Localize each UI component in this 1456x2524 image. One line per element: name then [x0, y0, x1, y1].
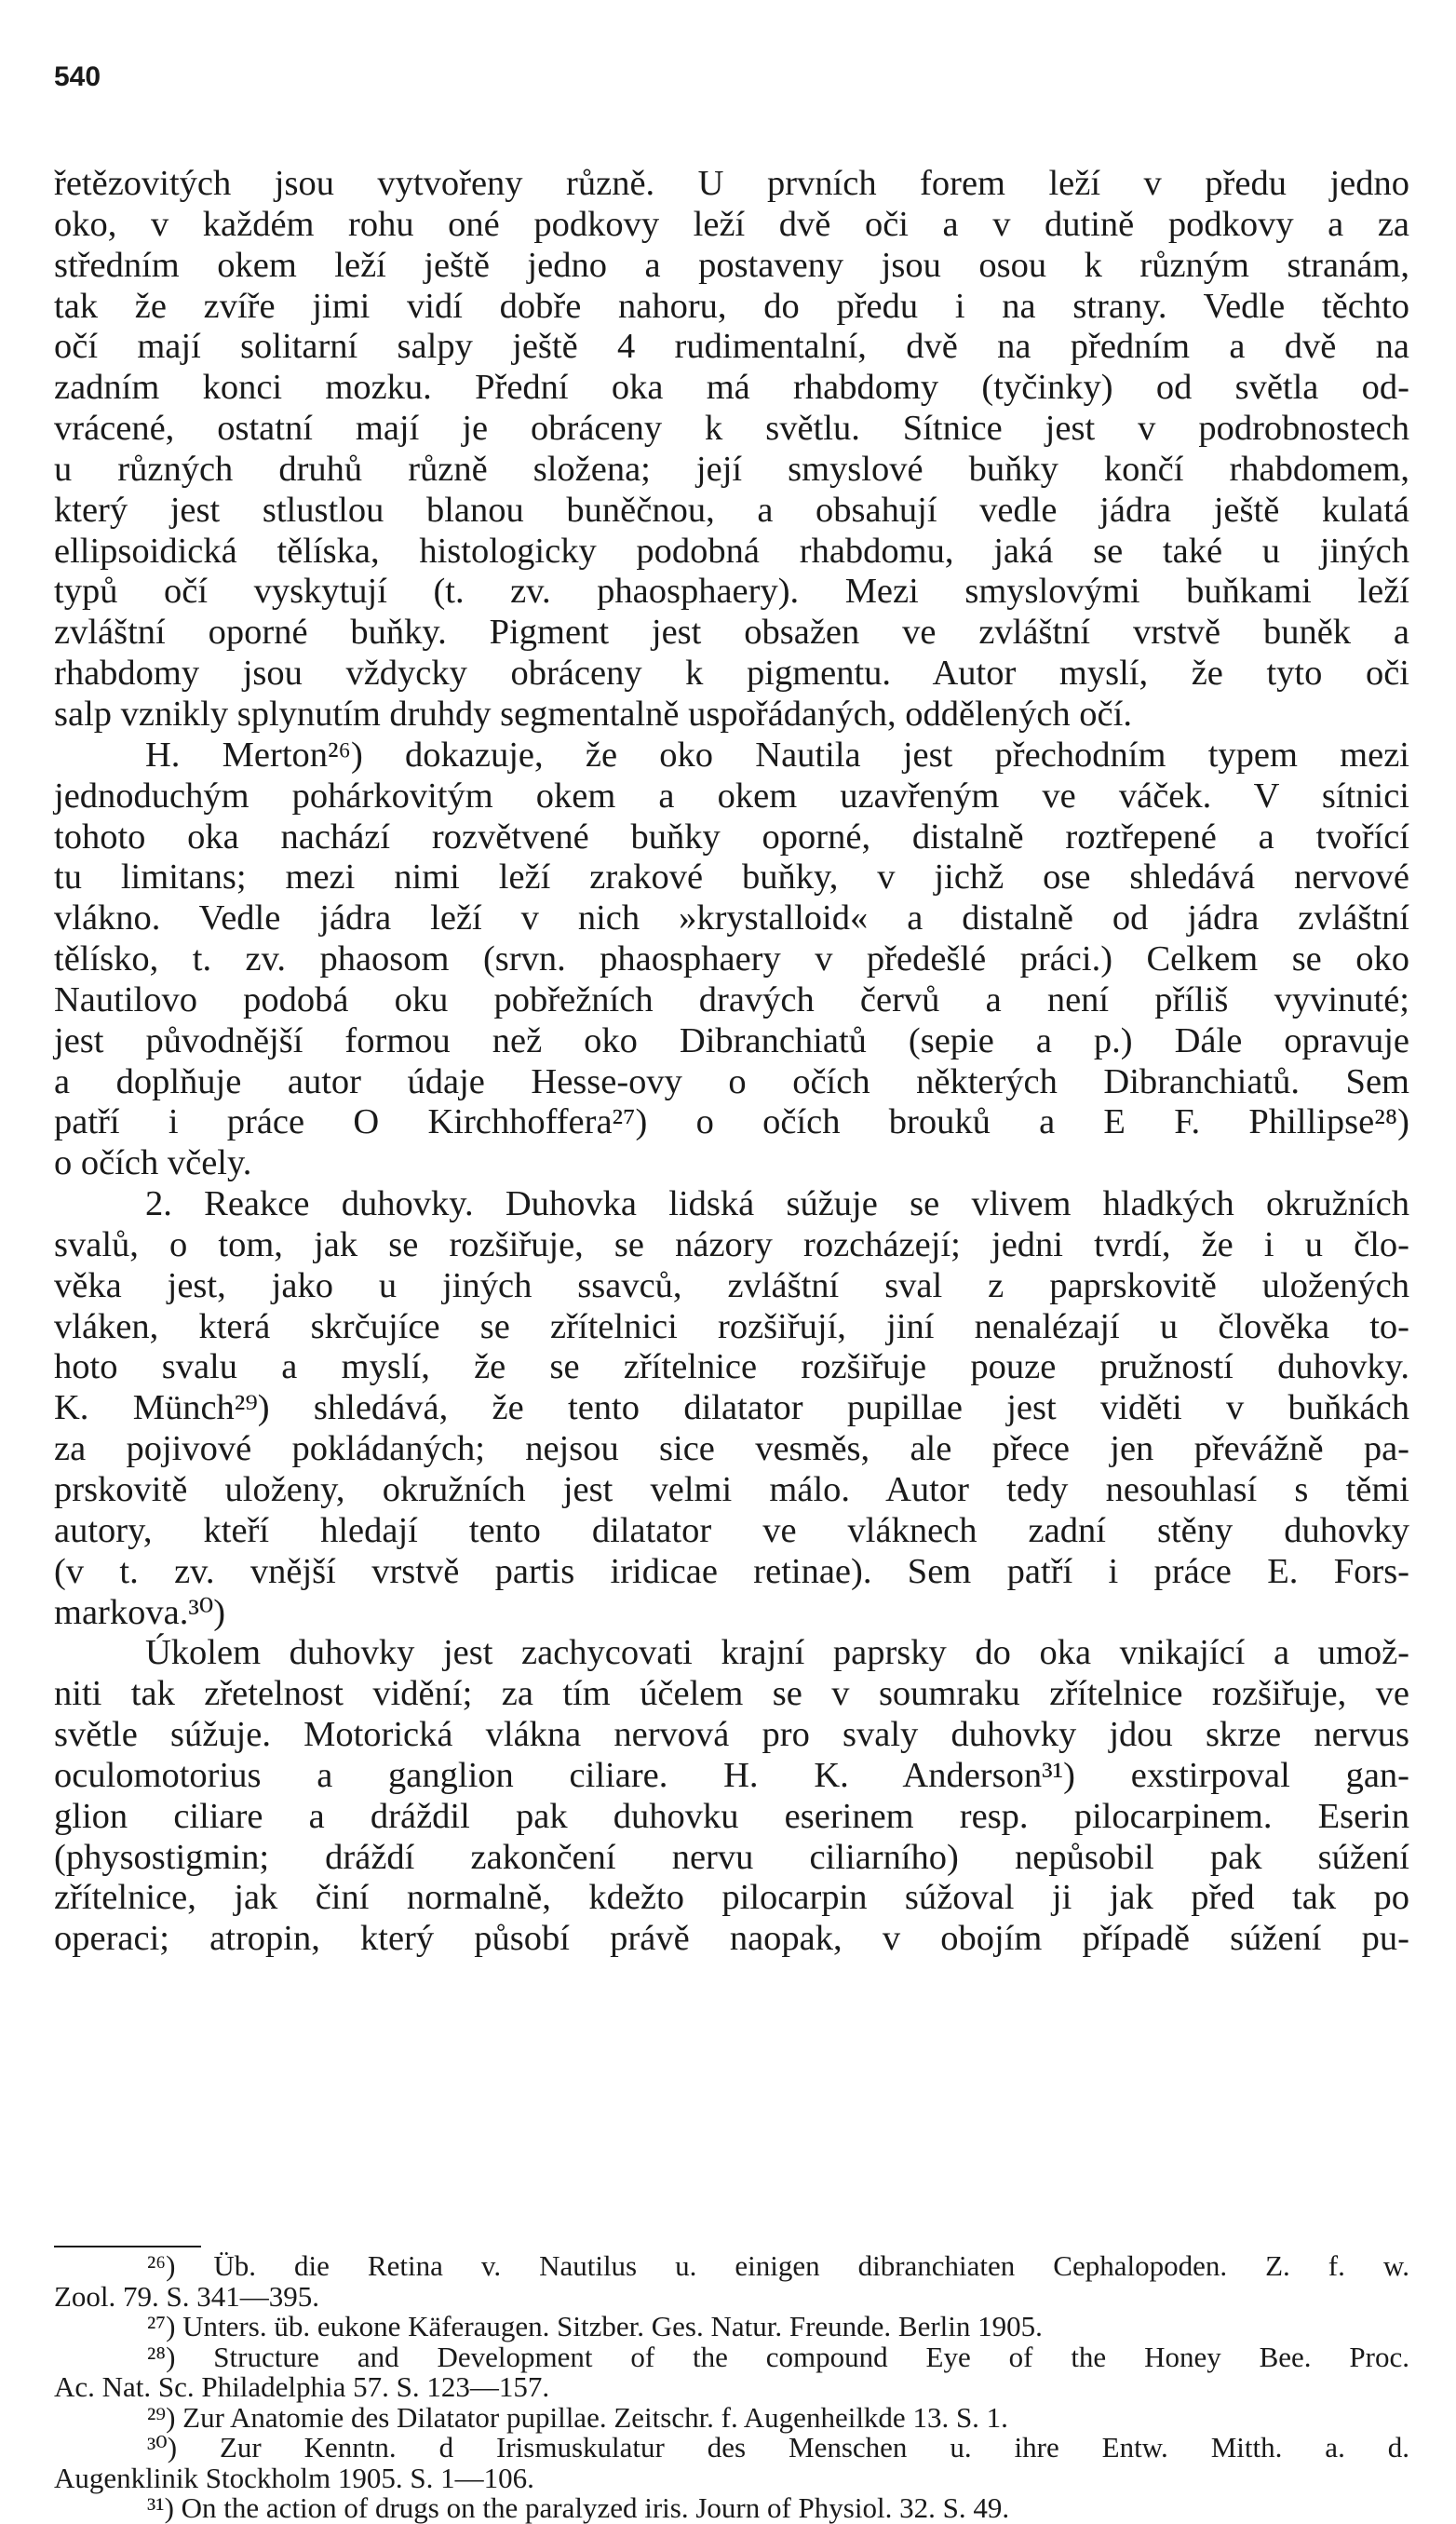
text-line: tu limitans; mezi nimi leží zrakové buňky, v jichž ose shledává nervové: [54, 857, 1409, 898]
text-line: o očích včely.: [54, 1143, 252, 1183]
text-line: vláken, která skrčujíce se zřítelnici rozšiřují, jiní nenalézají u člověka to-: [54, 1306, 1409, 1346]
text-line: markova.³⁰): [54, 1592, 226, 1632]
text-line: středním okem leží ještě jedno a postaveny jsou osou k různým stranám,: [54, 245, 1409, 285]
text-line: typů očí vyskytují (t. zv. phaosphaery). Mezi smyslovými buňkami leží: [54, 572, 1409, 612]
text-line: vlákno. Vedle jádra leží v nich »krystalloid« a distalně od jádra zvláštní: [54, 898, 1409, 938]
text-line: vrácené, ostatní mají je obráceny k světlu. Sítnice jest v podrobnostech: [54, 409, 1409, 449]
footnote-line: ²⁷) Unters. üb. eukone Käferaugen. Sitzber. Ges. Natur. Freunde. Berlin 1905.: [147, 2310, 1043, 2342]
text-line: patří i práce O Kirchhoffera²⁷) o očích brouků a E F. Phillipse²⁸): [54, 1102, 1409, 1142]
footnote-line: ³⁰) Zur Kenntn. d Irismuskulatur des Menschen u. ihre Entw. Mitth. a. d.: [147, 2431, 1409, 2463]
footnote-line: Ac. Nat. Sc. Philadelphia 57. S. 123—157.: [54, 2370, 550, 2403]
text-line: hoto svalu a myslí, že se zřítelnice rozšiřuje pouze pružností duhovky.: [54, 1347, 1409, 1387]
text-line: světle súžuje. Motorická vlákna nervová pro svaly duhovky jdou skrze nervus: [54, 1715, 1409, 1755]
footnote-line: ³¹) On the action of drugs on the paralyzed iris. Journ of Physiol. 32. S. 49.: [147, 2491, 1010, 2524]
text-line: H. Merton²⁶) dokazuje, že oko Nautila jest přechodním typem mezi: [145, 735, 1409, 775]
text-line: tělísko, t. zv. phaosom (srvn. phaosphaery v předešlé práci.) Celkem se oko: [54, 939, 1409, 979]
footnote-line: ²⁶) Üb. die Retina v. Nautilus u. einigen dibranchiaten Cephalopoden. Z. f. w.: [147, 2249, 1409, 2282]
text-line: a doplňuje autor údaje Hesse-ovy o očích některých Dibranchiatů. Sem: [54, 1061, 1409, 1101]
text-line: jest původnější formou než oko Dibranchiatů (sepie a p.) Dále opravuje: [54, 1020, 1409, 1060]
footnote-line: ²⁹) Zur Anatomie des Dilatator pupillae. Zeitschr. f. Augenheilkde 13. S. 1.: [147, 2400, 1008, 2434]
page-number: 540: [54, 61, 101, 92]
footnote-line: Augenklinik Stockholm 1905. S. 1—106.: [54, 2461, 534, 2494]
text-line: jednoduchým pohárkovitým okem a okem uzavřeným ve váček. V sítnici: [54, 776, 1409, 816]
text-line: oko, v každém rohu oné podkovy leží dvě oči a v dutině podkovy a za: [54, 204, 1409, 244]
text-line: očí mají solitarní salpy ještě 4 rudimentalní, dvě na předním a dvě na: [54, 327, 1409, 367]
text-line: 2. Reakce duhovky. Duhovka lidská súžuje se vlivem hladkých okružních: [145, 1184, 1409, 1224]
text-line: za pojivové pokládaných; nejsou sice vesměs, ale přece jen převážně pa-: [54, 1429, 1409, 1469]
text-line: zadním konci mozku. Přední oka má rhabdomy (tyčinky) od světla od-: [54, 368, 1409, 408]
text-line: zvláštní oporné buňky. Pigment jest obsažen ve zvláštní vrstvě buněk a: [54, 613, 1409, 653]
body-text: [54, 164, 1409, 1960]
footnote-line: Zool. 79. S. 341—395.: [54, 2279, 320, 2313]
text-line: u různých druhů různě složena; její smyslové buňky končí rhabdomem,: [54, 449, 1409, 489]
text-line: oculomotorius a ganglion ciliare. H. K. Anderson³¹) exstirpoval gan-: [54, 1755, 1409, 1795]
text-line: K. Münch²⁹) shledává, že tento dilatator pupillae jest viděti v buňkách: [54, 1388, 1409, 1428]
text-line: niti tak zřetelnost vidění; za tím účelem se v soumraku zřítelnice rozšiřuje, ve: [54, 1674, 1409, 1714]
text-line: tohoto oka nachází rozvětvené buňky oporné, distalně roztřepené a tvořící: [54, 817, 1409, 857]
text-line: ellipsoidická tělíska, histologicky podobná rhabdomu, jaká se také u jiných: [54, 531, 1409, 571]
text-line: Nautilovo podobá oku pobřežních dravých červů a není příliš vyvinuté;: [54, 979, 1409, 1019]
text-line: který jest stlustlou blanou buněčnou, a obsahují vedle jádra ještě kulatá: [54, 490, 1409, 530]
footnote-divider: [54, 2246, 201, 2247]
text-line: tak že zvíře jimi vidí dobře nahoru, do předu i na strany. Vedle těchto: [54, 286, 1409, 326]
text-line: řetězovitých jsou vytvořeny různě. U prvních forem leží v předu jedno: [54, 164, 1409, 203]
text-line: autory, kteří hledají tento dilatator ve vláknech zadní stěny duhovky: [54, 1510, 1409, 1550]
footnotes: [54, 2251, 1409, 2524]
text-line: operaci; atropin, který působí právě naopak, v obojím případě súžení pu-: [54, 1919, 1409, 1959]
text-line: zřítelnice, jak činí normalně, kdežto pilocarpin súžoval ji jak před tak po: [54, 1878, 1409, 1918]
text-line: (v t. zv. vnější vrstvě partis iridicae retinae). Sem patří i práce E. Fors-: [54, 1551, 1409, 1591]
text-line: rhabdomy jsou vždycky obráceny k pigmentu. Autor myslí, že tyto oči: [54, 654, 1409, 694]
text-line: prskovitě uloženy, okružních jest velmi málo. Autor tedy nesouhlasí s těmi: [54, 1470, 1409, 1509]
footnote-line: ²⁸) Structure and Development of the compound Eye of the Honey Bee. Proc.: [147, 2340, 1409, 2373]
text-line: glion ciliare a dráždil pak duhovku eserinem resp. pilocarpinem. Eserin: [54, 1796, 1409, 1836]
text-line: Úkolem duhovky jest zachycovati krajní paprsky do oka vnikající a umož-: [145, 1633, 1409, 1673]
text-line: salp vznikly splynutím druhdy segmentalně uspořádaných, oddělených očí.: [54, 694, 1132, 734]
text-line: věka jest, jako u jiných ssavců, zvláštní sval z paprskovitě uložených: [54, 1265, 1409, 1305]
text-line: (physostigmin; dráždí zakončení nervu ciliarního) nepůsobil pak súžení: [54, 1837, 1409, 1877]
text-line: svalů, o tom, jak se rozšiřuje, se názory rozcházejí; jedni tvrdí, že i u člo-: [54, 1224, 1409, 1264]
